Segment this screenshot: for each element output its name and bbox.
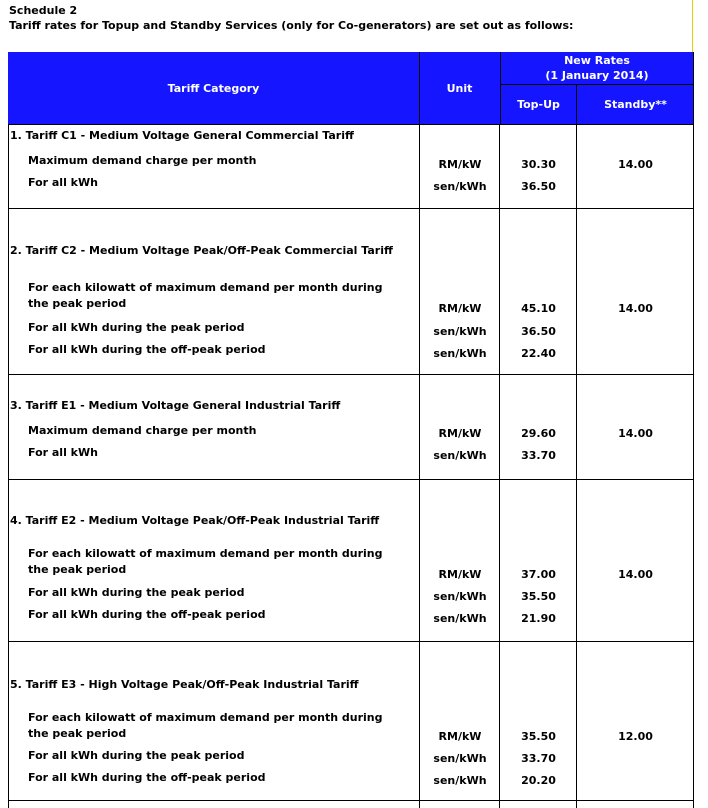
tariff-item-topup-rate: 20.20 bbox=[521, 774, 556, 787]
tariff-standby-rate: 14.00 bbox=[618, 302, 653, 315]
header-standby: Standby** bbox=[604, 97, 667, 111]
header-bottom-border bbox=[8, 124, 694, 125]
tariff-item-topup-rate: 21.90 bbox=[521, 612, 556, 625]
tariff-item-label: For all kWh during the off-peak period bbox=[28, 771, 266, 784]
section-separator bbox=[8, 374, 694, 375]
page-edge-line bbox=[692, 0, 693, 52]
tariff-item-label: Maximum demand charge per month bbox=[28, 424, 257, 437]
tariff-item-unit: RM/kW bbox=[438, 730, 482, 743]
unit-column-border bbox=[419, 124, 420, 808]
tariff-category-title: 2. Tariff C2 - Medium Voltage Peak/Off-Peak Commercial Tariff bbox=[10, 244, 393, 257]
tariff-item-unit: RM/kW bbox=[438, 568, 482, 581]
tariff-item-topup-rate: 36.50 bbox=[521, 180, 556, 193]
header-divider bbox=[576, 84, 577, 124]
tariff-category-title: 4. Tariff E2 - Medium Voltage Peak/Off-Peak Industrial Tariff bbox=[10, 514, 380, 527]
tariff-standby-rate: 14.00 bbox=[618, 427, 653, 440]
tariff-item-label: Maximum demand charge per month bbox=[28, 154, 257, 167]
tariff-item-label: For all kWh bbox=[28, 176, 98, 189]
tariff-item-unit: sen/kWh bbox=[433, 449, 487, 462]
tariff-item-label: For all kWh during the off-peak period bbox=[28, 343, 266, 356]
tariff-item-topup-rate: 35.50 bbox=[521, 590, 556, 603]
tariff-item-label: For each kilowatt of maximum demand per month during the peak period bbox=[28, 547, 383, 576]
tariff-item-label: For each kilowatt of maximum demand per month during the peak period bbox=[28, 711, 383, 740]
section-separator bbox=[8, 800, 694, 801]
tariff-item-topup-rate: 22.40 bbox=[521, 347, 556, 360]
tariff-item-topup-rate: 33.70 bbox=[521, 449, 556, 462]
header-topup: Top-Up bbox=[517, 97, 560, 111]
table-header bbox=[8, 52, 694, 124]
tariff-item-topup-rate: 30.30 bbox=[521, 158, 556, 171]
header-new-rates-date: (1 January 2014) bbox=[545, 68, 649, 82]
tariff-item-unit: RM/kW bbox=[438, 427, 482, 440]
tariff-item-topup-rate: 45.10 bbox=[521, 302, 556, 315]
section-separator bbox=[8, 641, 694, 642]
tariff-standby-rate: 14.00 bbox=[618, 158, 653, 171]
tariff-item-label: For all kWh bbox=[28, 446, 98, 459]
tariff-item-topup-rate: 36.50 bbox=[521, 325, 556, 338]
schedule-subtitle: Tariff rates for Topup and Standby Services (only for Co-generators) are set out as follows: bbox=[9, 19, 574, 32]
header-divider bbox=[500, 84, 694, 85]
header-divider bbox=[500, 52, 501, 124]
tariff-item-unit: sen/kWh bbox=[433, 325, 487, 338]
tariff-category-title: 3. Tariff E1 - Medium Voltage General Industrial Tariff bbox=[10, 399, 341, 412]
section-separator bbox=[8, 479, 694, 480]
tariff-item-label: For all kWh during the off-peak period bbox=[28, 608, 266, 621]
header-unit: Unit bbox=[446, 81, 473, 95]
tariff-item-label: For all kWh during the peak period bbox=[28, 321, 245, 334]
header-new-rates: New Rates bbox=[564, 53, 630, 67]
tariff-item-topup-rate: 37.00 bbox=[521, 568, 556, 581]
tariff-item-label: For each kilowatt of maximum demand per month during the peak period bbox=[28, 281, 383, 310]
standby-column-border bbox=[576, 124, 577, 808]
tariff-item-topup-rate: 29.60 bbox=[521, 427, 556, 440]
tariff-item-unit: sen/kWh bbox=[433, 612, 487, 625]
tariff-item-label: For all kWh during the peak period bbox=[28, 749, 245, 762]
tariff-item-unit: sen/kWh bbox=[433, 180, 487, 193]
tariff-item-unit: sen/kWh bbox=[433, 590, 487, 603]
schedule-title: Schedule 2 bbox=[9, 4, 78, 17]
header-tariff-category: Tariff Category bbox=[167, 81, 260, 95]
tariff-category-title: 5. Tariff E3 - High Voltage Peak/Off-Peak Industrial Tariff bbox=[10, 678, 359, 691]
tariff-standby-rate: 12.00 bbox=[618, 730, 653, 743]
tariff-item-label: For all kWh during the peak period bbox=[28, 586, 245, 599]
topup-column-border bbox=[499, 124, 500, 808]
table-left-border bbox=[8, 124, 9, 808]
header-divider bbox=[419, 52, 420, 124]
section-separator bbox=[8, 208, 694, 209]
tariff-item-unit: RM/kW bbox=[438, 302, 482, 315]
tariff-category-title: 1. Tariff C1 - Medium Voltage General Commercial Tariff bbox=[10, 129, 354, 142]
tariff-item-topup-rate: 33.70 bbox=[521, 752, 556, 765]
tariff-item-topup-rate: 35.50 bbox=[521, 730, 556, 743]
tariff-item-unit: sen/kWh bbox=[433, 752, 487, 765]
tariff-item-unit: sen/kWh bbox=[433, 347, 487, 360]
tariff-item-unit: RM/kW bbox=[438, 158, 482, 171]
tariff-standby-rate: 14.00 bbox=[618, 568, 653, 581]
tariff-item-unit: sen/kWh bbox=[433, 774, 487, 787]
